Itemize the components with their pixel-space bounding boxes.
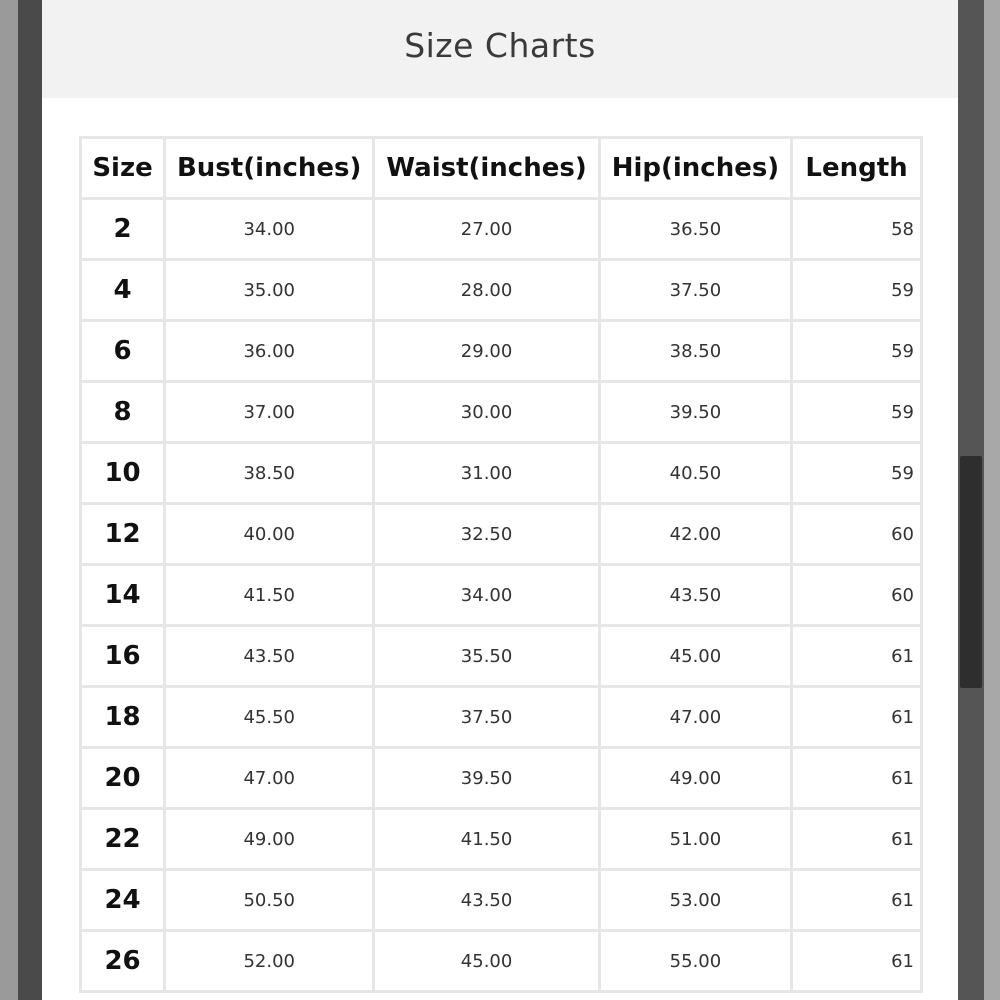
table-row [82, 383, 920, 441]
size-table-container[interactable] [79, 136, 923, 993]
cell-waist: 41.50 [375, 810, 597, 868]
cell-waist: 45.00 [375, 932, 597, 990]
table-header-row [82, 139, 920, 197]
table-row [82, 322, 920, 380]
cell-length: 59 [793, 322, 920, 380]
cell-length: 61 [793, 688, 920, 746]
cell-waist: 31.00 [375, 444, 597, 502]
cell-size: 2 [82, 200, 163, 258]
cell-waist: 28.00 [375, 261, 597, 319]
table-row [82, 932, 920, 990]
cell-length: 59 [793, 261, 920, 319]
cell-length: 60 [793, 505, 920, 563]
column-header-size: Size [82, 139, 163, 197]
column-header-bust: Bust(inches) [166, 139, 372, 197]
cell-length: 61 [793, 627, 920, 685]
cell-waist: 29.00 [375, 322, 597, 380]
cell-waist: 27.00 [375, 200, 597, 258]
column-header-waist: Waist(inches) [375, 139, 597, 197]
cell-size: 8 [82, 383, 163, 441]
cell-hip: 47.00 [601, 688, 790, 746]
cell-waist: 35.50 [375, 627, 597, 685]
cell-hip: 39.50 [601, 383, 790, 441]
column-header-hip: Hip(inches) [601, 139, 790, 197]
cell-waist: 30.00 [375, 383, 597, 441]
cell-hip: 42.00 [601, 505, 790, 563]
cell-size: 24 [82, 871, 163, 929]
cell-hip: 43.50 [601, 566, 790, 624]
cell-size: 16 [82, 627, 163, 685]
cell-length: 61 [793, 810, 920, 868]
table-row [82, 261, 920, 319]
cell-bust: 36.00 [166, 322, 372, 380]
table-row [82, 505, 920, 563]
cell-hip: 53.00 [601, 871, 790, 929]
table-row [82, 688, 920, 746]
table-row [82, 444, 920, 502]
table-row [82, 200, 920, 258]
cell-size: 14 [82, 566, 163, 624]
cell-size: 20 [82, 749, 163, 807]
cell-bust: 38.50 [166, 444, 372, 502]
cell-hip: 45.00 [601, 627, 790, 685]
column-header-length: Length [793, 139, 920, 197]
cell-bust: 35.00 [166, 261, 372, 319]
cell-bust: 45.50 [166, 688, 372, 746]
cell-bust: 41.50 [166, 566, 372, 624]
cell-bust: 49.00 [166, 810, 372, 868]
cell-waist: 37.50 [375, 688, 597, 746]
cell-hip: 38.50 [601, 322, 790, 380]
cell-hip: 40.50 [601, 444, 790, 502]
cell-length: 61 [793, 932, 920, 990]
cell-length: 59 [793, 383, 920, 441]
table-row [82, 871, 920, 929]
cell-bust: 40.00 [166, 505, 372, 563]
scrollbar-thumb[interactable] [960, 456, 982, 688]
table-row [82, 566, 920, 624]
cell-length: 61 [793, 749, 920, 807]
table-body [82, 200, 920, 990]
modal-header [42, 0, 958, 98]
cell-bust: 47.00 [166, 749, 372, 807]
cell-bust: 34.00 [166, 200, 372, 258]
cell-hip: 55.00 [601, 932, 790, 990]
cell-length: 61 [793, 871, 920, 929]
cell-length: 59 [793, 444, 920, 502]
table-row [82, 627, 920, 685]
cell-size: 26 [82, 932, 163, 990]
cell-length: 58 [793, 200, 920, 258]
cell-bust: 43.50 [166, 627, 372, 685]
cell-bust: 37.00 [166, 383, 372, 441]
cell-hip: 49.00 [601, 749, 790, 807]
cell-waist: 43.50 [375, 871, 597, 929]
cell-hip: 36.50 [601, 200, 790, 258]
background-edge-right [984, 0, 1000, 1000]
size-chart-modal [42, 0, 958, 1000]
cell-size: 22 [82, 810, 163, 868]
cell-length: 60 [793, 566, 920, 624]
cell-size: 12 [82, 505, 163, 563]
cell-size: 18 [82, 688, 163, 746]
size-table [79, 136, 923, 993]
cell-hip: 51.00 [601, 810, 790, 868]
cell-waist: 39.50 [375, 749, 597, 807]
modal-title: Size Charts [404, 25, 596, 65]
cell-hip: 37.50 [601, 261, 790, 319]
cell-waist: 34.00 [375, 566, 597, 624]
cell-size: 10 [82, 444, 163, 502]
cell-bust: 50.50 [166, 871, 372, 929]
cell-size: 6 [82, 322, 163, 380]
cell-bust: 52.00 [166, 932, 372, 990]
cell-waist: 32.50 [375, 505, 597, 563]
cell-size: 4 [82, 261, 163, 319]
table-row [82, 810, 920, 868]
background-edge-left [0, 0, 18, 1000]
table-row [82, 749, 920, 807]
